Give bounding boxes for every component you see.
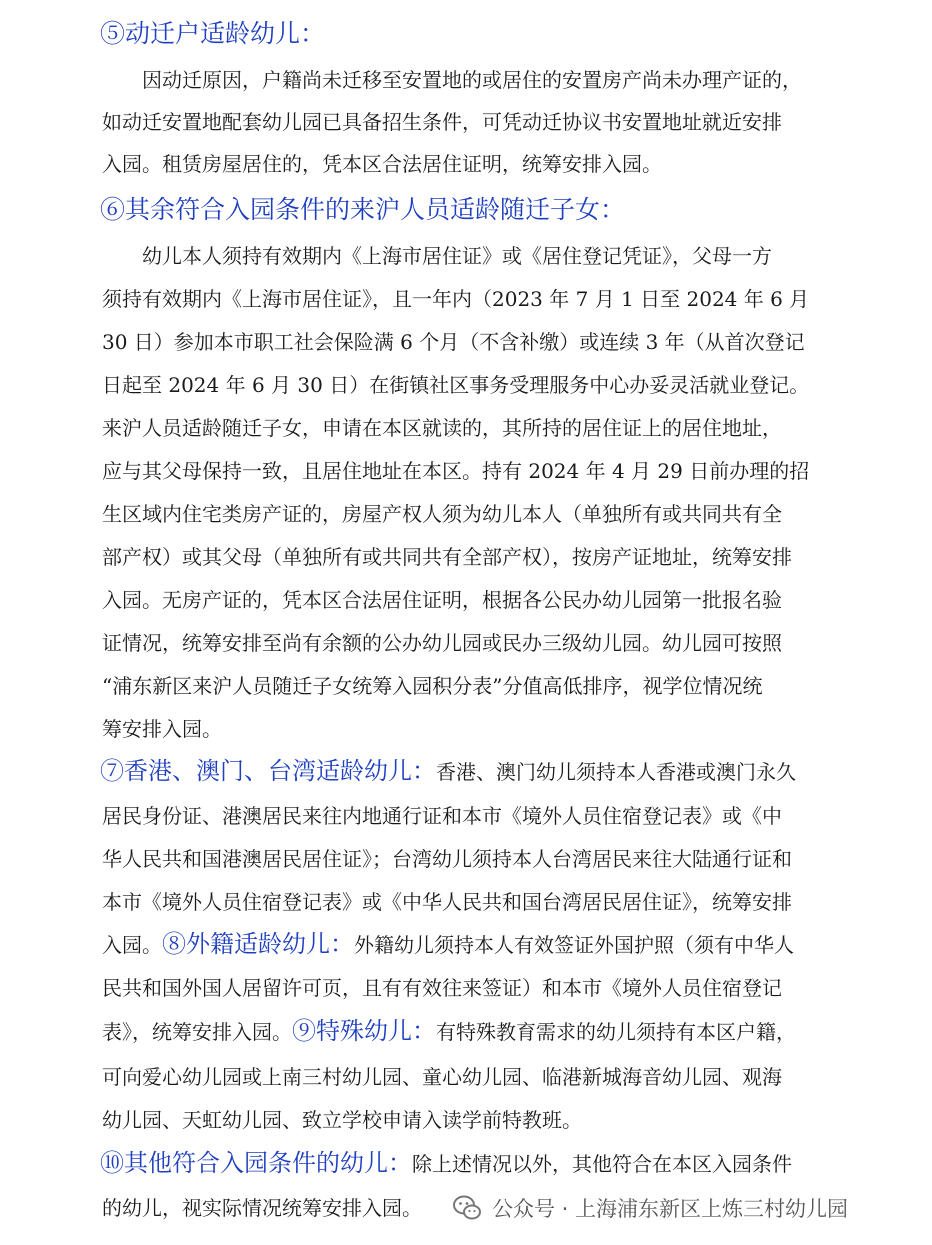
section-8-first-line-text: 外籍幼儿须持本人有效签证外国护照（须有中华人	[354, 933, 794, 957]
section-8-line-1: 民共和国外国人居留许可页，且有有效往来签证）和本市《境外人员住宿登记	[102, 976, 782, 1000]
section-6-line-3: 30 日）参加本市职工社会保险满 6 个月（不含补缴）或连续 3 年（从首次登记	[102, 330, 805, 354]
section-10-heading: ⑩其他符合入园条件的幼儿：	[100, 1149, 412, 1177]
section-7-heading: ⑦香港、澳门、台湾适龄幼儿：	[100, 757, 436, 785]
section-6-line-7: 生区域内住宅类房产证的，房屋产权人须为幼儿本人（单独所有或共同共有全	[102, 502, 782, 526]
section-10-line-1: 的幼儿，视实际情况统筹安排入园。	[102, 1196, 422, 1220]
wechat-watermark	[452, 1190, 848, 1226]
section-6-line-10: 证情况，统筹安排至尚有余额的公办幼儿园或民办三级幼儿园。幼儿园可按照	[102, 631, 782, 655]
section-6-line-12: 筹安排入园。	[102, 717, 222, 741]
section-8-prefix: 入园。	[102, 933, 162, 957]
section-7-first-line-text: 香港、澳门幼儿须持本人香港或澳门永久	[436, 760, 796, 784]
section-6-line-5: 来沪人员适龄随迁子女，申请在本区就读的，其所持的居住证上的居住地址，	[102, 416, 782, 440]
section-6-line-8: 部产权）或其父母（单独所有或共同共有全部产权），按房产证地址，统筹安排	[102, 545, 792, 569]
section-5-heading: ⑤动迁户适龄幼儿：	[100, 19, 326, 48]
wechat-icon	[452, 1194, 482, 1222]
section-6-line-9: 入园。无房产证的，凭本区合法居住证明，根据各公民办幼儿园第一批报名验	[102, 588, 782, 612]
section-6-line-4: 日起至 2024 年 6 月 30 日）在街镇社区事务受理服务中心办妥灵活就业登记。	[102, 373, 810, 397]
section-5-line-3: 入园。租赁房屋居住的，凭本区合法居住证明，统筹安排入园。	[102, 152, 662, 176]
section-6-line-6: 应与其父母保持一致，且居住地址在本区。持有 2024 年 4 月 29 日前办理的招	[102, 459, 810, 483]
watermark-text: 公众号 · 上海浦东新区上炼三村幼儿园	[492, 1197, 849, 1221]
section-7-line-3: 本市《境外人员住宿登记表》或《中华人民共和国台湾居民居住证》，统筹安排	[102, 890, 792, 914]
section-6-line-2: 须持有效期内《上海市居住证》，且一年内（2023 年 7 月 1 日至 2024 年 6 月	[102, 287, 810, 311]
section-9-prefix: 表》，统筹安排入园。	[102, 1020, 292, 1044]
section-6-line-1: 幼儿本人须持有效期内《上海市居住证》或《居住登记凭证》，父母一方	[142, 244, 772, 268]
section-8-first-line	[102, 930, 794, 959]
section-9-first-line-text: 有特殊教育需求的幼儿须持有本区户籍，	[436, 1020, 796, 1044]
section-10-first-line	[100, 1149, 792, 1178]
section-9-line-1: 可向爱心幼儿园或上南三村幼儿园、童心幼儿园、临港新城海音幼儿园、观海	[102, 1065, 782, 1089]
section-7-line-2: 华人民共和国港澳居民居住证》；台湾幼儿须持本人台湾居民来往大陆通行证和	[102, 847, 792, 871]
section-6-line-11: “浦东新区来沪人员随迁子女统筹入园积分表”分值高低排序，视学位情况统	[102, 674, 763, 698]
section-7-first-line	[100, 757, 796, 786]
section-5-line-2: 如动迁安置地配套幼儿园已具备招生条件，可凭动迁协议书安置地址就近安排	[102, 110, 782, 134]
section-9-first-line	[102, 1017, 796, 1046]
section-10-first-line-text: 除上述情况以外，其他符合在本区入园条件	[412, 1152, 792, 1176]
section-9-line-2: 幼儿园、天虹幼儿园、致立学校申请入读学前特教班。	[102, 1108, 582, 1132]
section-5-line-1: 因动迁原因，户籍尚未迁移至安置地的或居住的安置房产尚未办理产证的，	[142, 68, 802, 92]
section-7-line-1: 居民身份证、港澳居民来往内地通行证和本市《境外人员住宿登记表》或《中	[102, 804, 782, 828]
section-9-heading: ⑨特殊幼儿：	[292, 1017, 436, 1045]
section-6-heading: ⑥其余符合入园条件的来沪人员适龄随迁子女：	[100, 195, 626, 224]
section-8-heading: ⑧外籍适龄幼儿：	[162, 930, 354, 958]
